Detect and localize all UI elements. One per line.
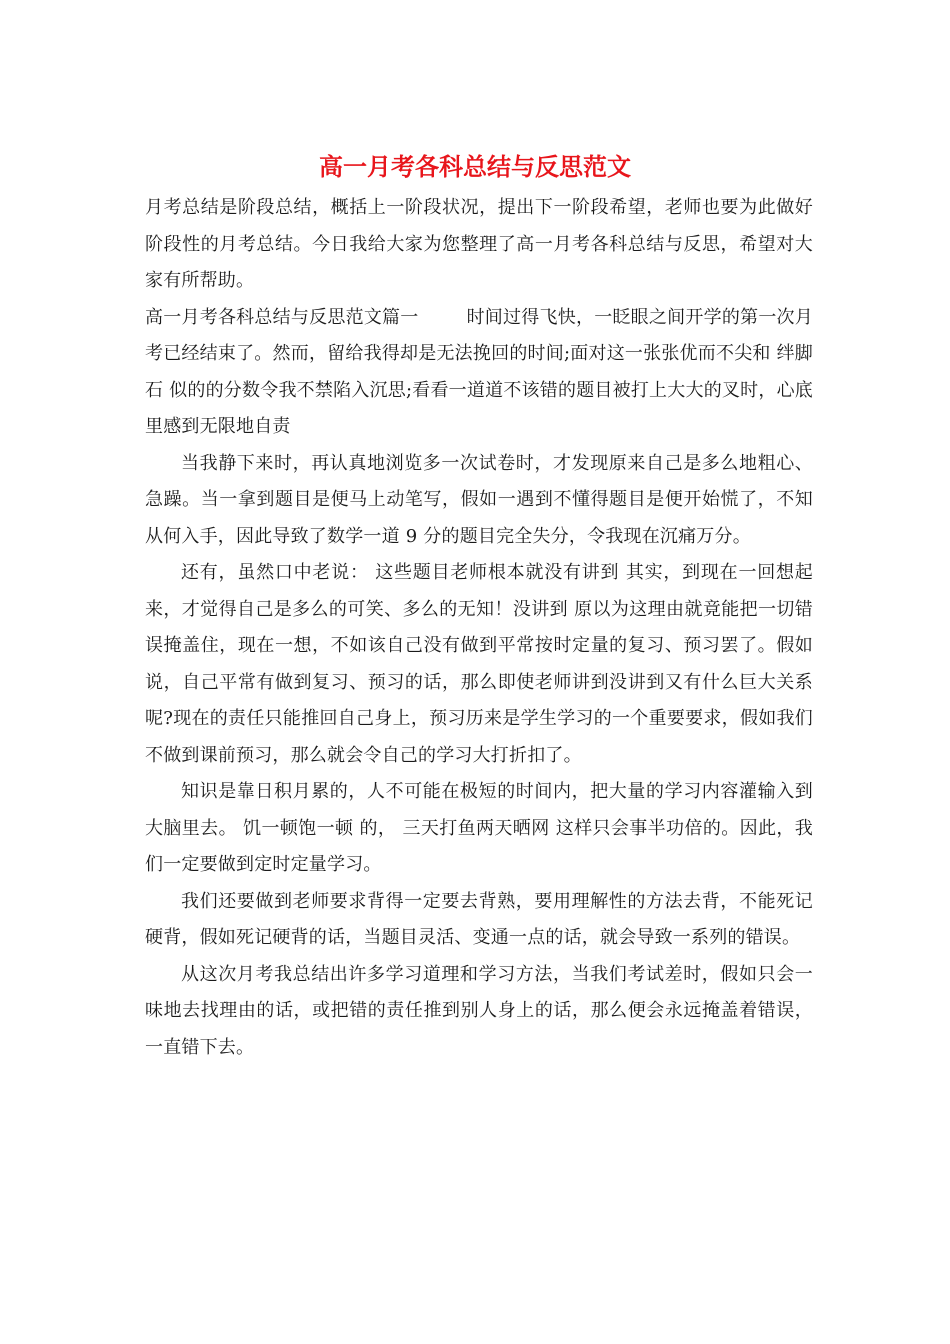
body-paragraph-6: 从这次月考我总结出许多学习道理和学习方法，当我们考试差时，假如只会一味地去找理由的话，或把错的责任推到别人身上的话，那么便会永远掩盖着错误，一直错下去。 — [145, 963, 813, 1058]
intro-paragraph: 月考总结是阶段总结，概括上一阶段状况，提出下一阶段希望，老师也要为此做好阶段性的月考总结。今日我给大家为您整理了高一月考各科总结与反思，希望对大家有所帮助。 — [145, 197, 813, 291]
body-paragraph-3: 还有，虽然口中老说： 这些题目老师根本就没有讲到 其实，到现在一回想起来，才觉得自己是多么的可笑、多么的无知！没讲到 原以为这理由就竟能把一切错误掩盖住，现在一想，不如该自己没有做到平常按时定量的复习、预习罢了。假如说，自己平常有做到复习、预习的话，那么即使老师讲到没讲到又有什么巨大关系呢?现在的责任只能推回自己身上，预习历来是学生学习的一个重要要求，假如我们不做到课前预习，那么就会令自己的学习大打折扣了。 — [145, 562, 813, 766]
section-paragraph — [145, 300, 813, 446]
body-paragraph-5: 我们还要做到老师要求背得一定要去背熟，要用理解性的方法去背，不能死记硬背，假如死记硬背的话，当题目灵活、变通一点的话，就会导致一系列的错误。 — [145, 890, 813, 948]
document-body — [145, 190, 813, 1066]
section-first-text: 时间过得飞快，一眨眼之间开学的第一次月考已经结束了。然而，留给我得却是无法挽回的时间;面对这一张张优而不尖和 绊脚石 似的的分数令我不禁陷入沉思;看看一道道不该错的题目被打上大大的叉时，心底里感到无限地自责 — [145, 306, 813, 437]
section-heading: 高一月考各科总结与反思范文篇一 — [145, 306, 419, 328]
page-title: 高一月考各科总结与反思范文 — [319, 153, 631, 181]
body-paragraph-2: 当我静下来时，再认真地浏览多一次试卷时，才发现原来自己是多么地粗心、急躁。当一拿到题目是便马上动笔写，假如一遇到不懂得题目是便开始慌了，不知从何入手，因此导致了数学一道 9 分的题目完全失分，令我现在沉痛万分。 — [145, 452, 813, 547]
body-paragraph-4: 知识是靠日积月累的，人不可能在极短的时间内，把大量的学习内容灌输入到大脑里去。 饥一顿饱一顿 的， 三天打鱼两天晒网 这样只会事半功倍的。因此，我们一定要做到定时定量学习。 — [145, 781, 813, 875]
